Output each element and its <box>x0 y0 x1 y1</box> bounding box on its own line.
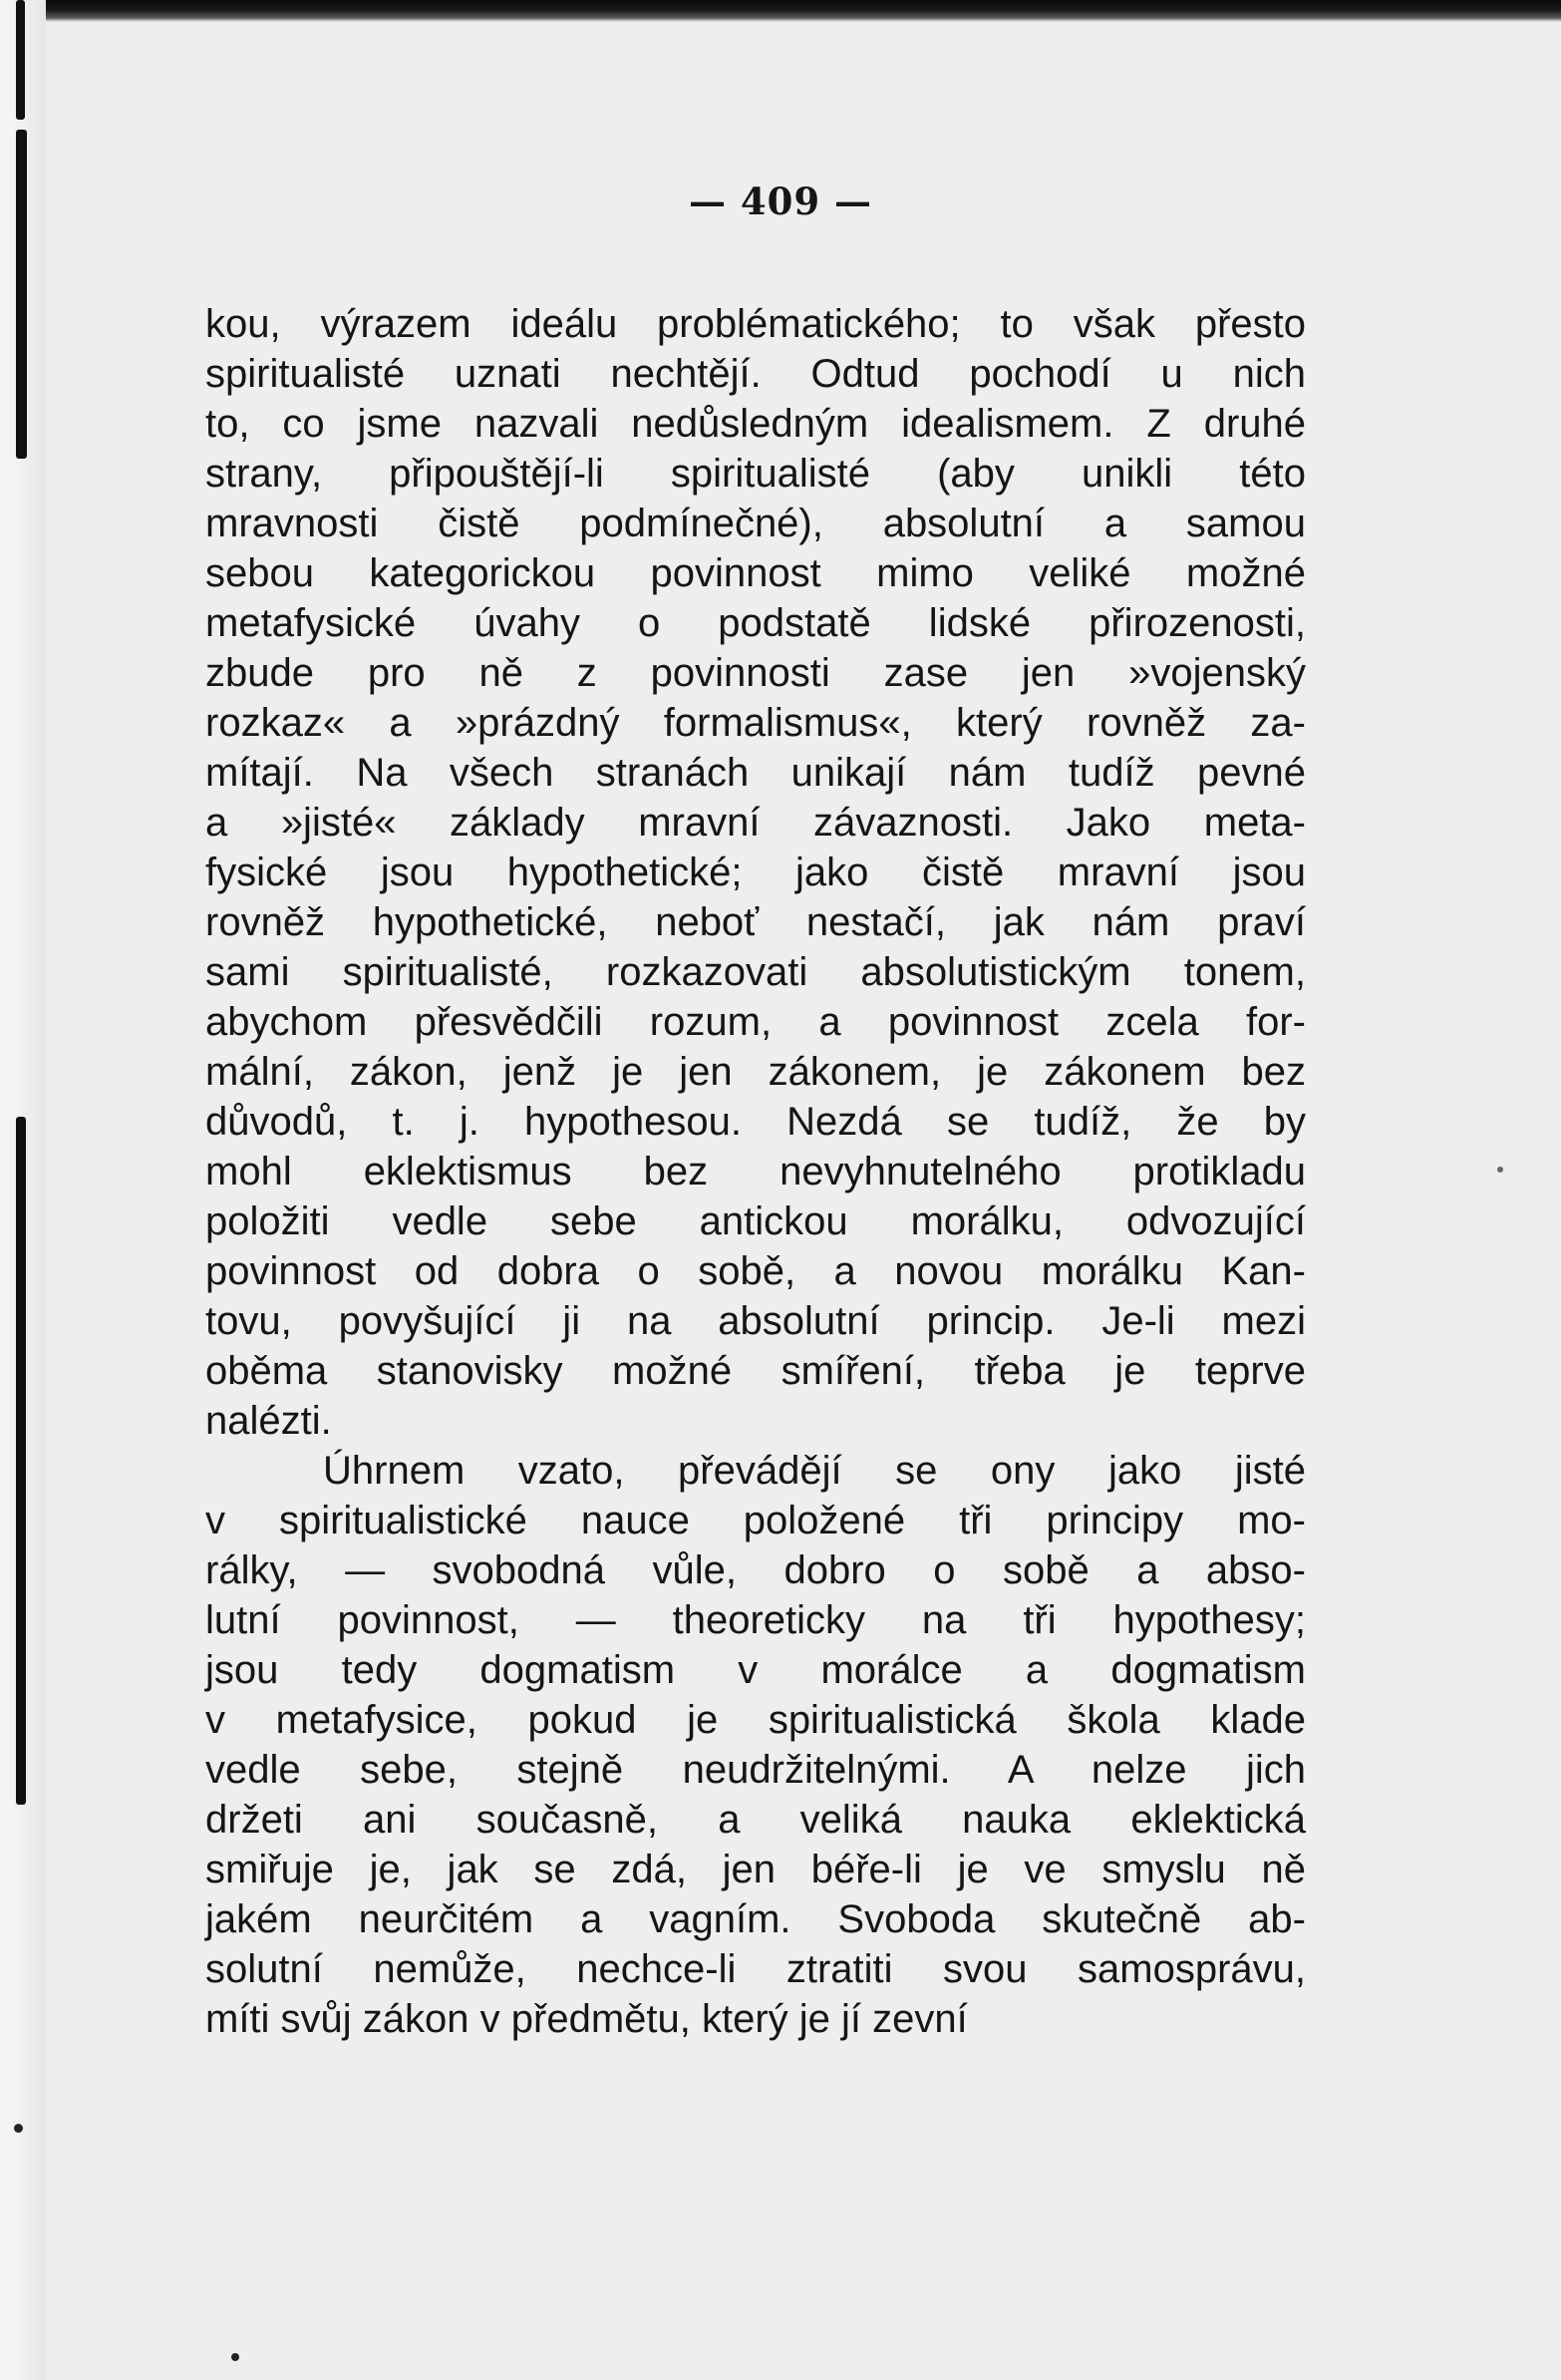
text-line: položiti vedle sebe antickou morálku, odvozující <box>205 1199 1306 1243</box>
text-line: a »jisté« základy mravní závaznosti. Jako meta- <box>205 801 1306 845</box>
paragraph <box>205 1446 1306 2044</box>
text-line: spiritualisté uznati nechtějí. Odtud pochodí u nich <box>205 352 1306 396</box>
text-line: rálky, — svobodná vůle, dobro o sobě a abso- <box>205 1548 1306 1592</box>
scan-speck <box>231 2353 239 2361</box>
text-line: jsou tedy dogmatism v morálce a dogmatism <box>205 1648 1306 1692</box>
scan-speck <box>1497 1167 1503 1173</box>
text-line: povinnost od dobra o sobě, a novou morálku Kan- <box>205 1249 1306 1293</box>
text-line: metafysické úvahy o podstatě lidské přirozenosti, <box>205 601 1306 645</box>
text-line: vedle sebe, stejně neudržitelnými. A nelze jich <box>205 1748 1306 1792</box>
text-line: sebou kategorickou povinnost mimo veliké možné <box>205 551 1306 595</box>
text-line: solutní nemůže, nechce-li ztratiti svou samosprávu, <box>205 1947 1306 1991</box>
text-line: tovu, povyšující ji na absolutní princip. Je-li mezi <box>205 1299 1306 1343</box>
binding-shadow <box>16 0 25 120</box>
text-line: to, co jsme nazvali nedůsledným idealismem. Z druhé <box>205 402 1306 446</box>
text-line: nalézti. <box>205 1399 332 1443</box>
text-line: v metafysice, pokud je spiritualistická škola klade <box>205 1698 1306 1742</box>
text-line: mítají. Na všech stranách unikají nám tudíž pevné <box>205 751 1306 795</box>
text-line: strany, připouštějí-li spiritualisté (aby unikli této <box>205 452 1306 496</box>
text-line: mravnosti čistě podmínečné), absolutní a samou <box>205 502 1306 545</box>
text-line: sami spiritualisté, rozkazovati absolutistickým tonem, <box>205 950 1306 994</box>
text-line: mální, zákon, jenž je jen zákonem, je zákonem bez <box>205 1050 1306 1094</box>
text-line: smiřuje je, jak se zdá, jen béře-li je ve smyslu ně <box>205 1848 1306 1891</box>
text-line: jakém neurčitém a vagním. Svoboda skutečně ab- <box>205 1897 1306 1941</box>
text-line: držeti ani současně, a veliká nauka eklektická <box>205 1798 1306 1842</box>
text-line: rozkaz« a »prázdný formalismus«, který rovněž za- <box>205 701 1306 745</box>
text-line: kou, výrazem ideálu problématického; to však přesto <box>205 302 1306 346</box>
text-line: Úhrnem vzato, převádějí se ony jako jisté <box>323 1449 1306 1493</box>
text-line: v spiritualistické nauce položené tři principy mo- <box>205 1499 1306 1542</box>
text-line: oběma stanovisky možné smíření, třeba je teprve <box>205 1349 1306 1393</box>
text-line: abychom přesvědčili rozum, a povinnost zcela for- <box>205 1000 1306 1044</box>
text-line: míti svůj zákon v předmětu, který je jí zevní <box>205 1997 968 2041</box>
text-line: fysické jsou hypothetické; jako čistě mravní jsou <box>205 850 1306 894</box>
scan-top-edge <box>0 0 1561 22</box>
text-line: důvodů, t. j. hypothesou. Nezdá se tudíž, že by <box>205 1100 1306 1144</box>
page-number: — 409 — <box>689 179 872 223</box>
text-line: lutní povinnost, — theoreticky na tři hypothesy; <box>205 1598 1306 1642</box>
paragraph <box>205 299 1306 1446</box>
scan-speck <box>14 2124 23 2133</box>
text-line: mohl eklektismus bez nevyhnutelného protikladu <box>205 1150 1306 1193</box>
body-text <box>205 299 1306 2044</box>
text-line: rovněž hypothetické, neboť nestačí, jak nám praví <box>205 900 1306 944</box>
binding-shadow <box>16 1117 26 1805</box>
text-line: zbude pro ně z povinnosti zase jen »vojenský <box>205 651 1306 695</box>
